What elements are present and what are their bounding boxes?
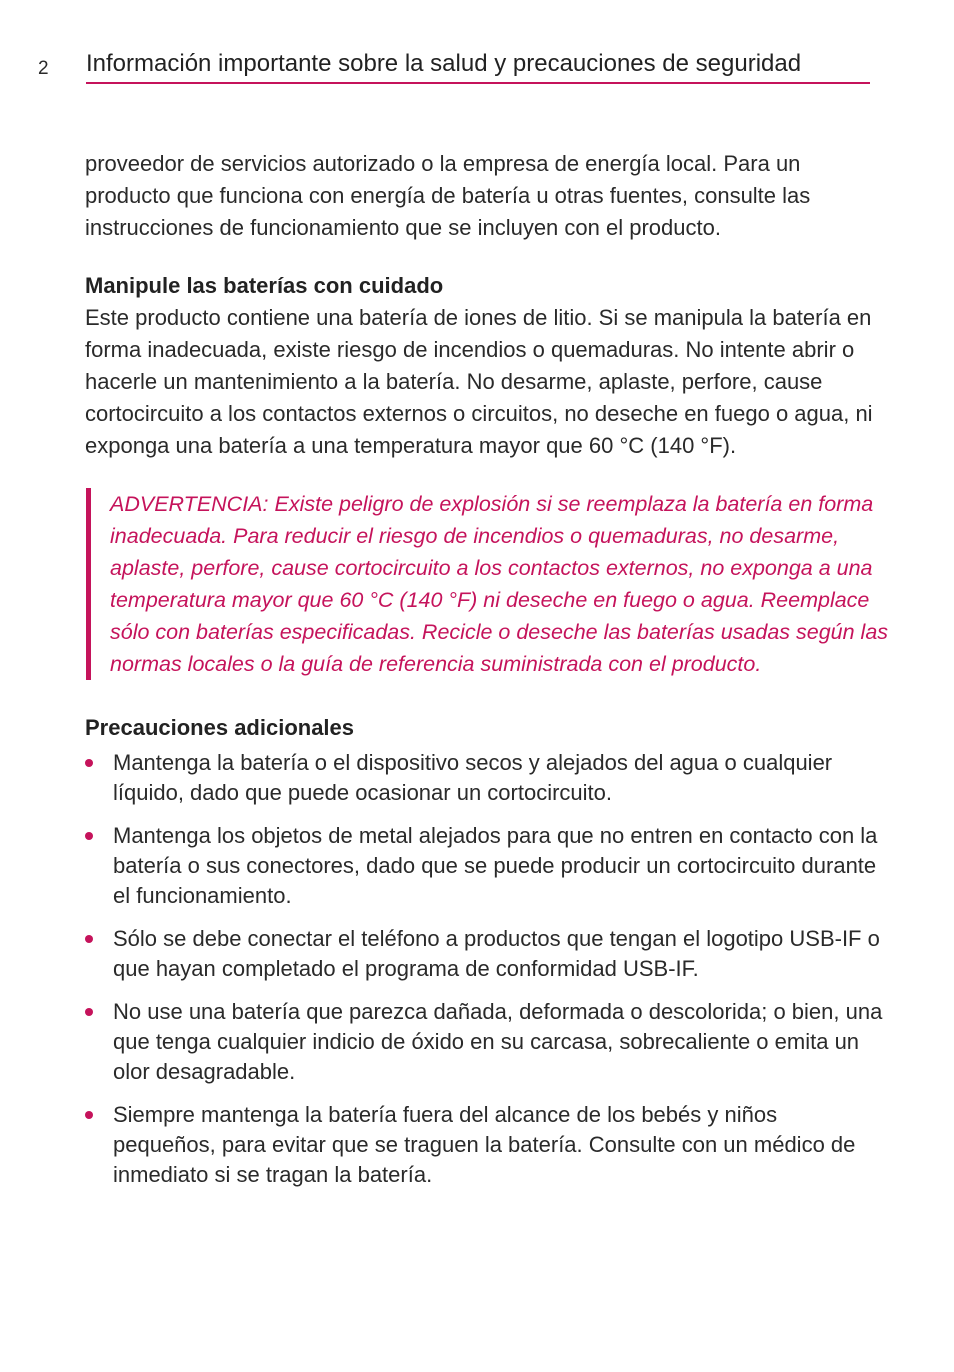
list-item — [85, 748, 885, 808]
additional-precautions-heading: Precauciones adicionales — [85, 715, 355, 740]
bullet-icon — [85, 1111, 93, 1119]
page-header-title: Información importante sobre la salud y precauciones de seguridad — [86, 48, 870, 84]
list-item — [85, 1100, 885, 1190]
list-item — [85, 924, 885, 984]
battery-section-body: Este producto contiene una batería de iones de litio. Si se manipula la batería en forma inadecuada, existe riesgo de incendios o quemaduras. No intente abrir o hacerle un mantenimiento a la batería. No desarme, aplaste, perfore, cause cortocircuito a los contactos externos o circuitos, no deseche en fuego o agua, ni exponga una batería a una temperatura mayor que 60 °C (140 °F). — [85, 305, 873, 458]
list-item-text: Mantenga los objetos de metal alejados para que no entren en contacto con la batería o sus conectores, dado que se puede producir un cortocircuito durante el funcionamiento. — [113, 823, 878, 908]
additional-precautions-list — [85, 748, 885, 1190]
battery-warning-callout: ADVERTENCIA: Existe peligro de explosión si se reemplaza la batería en forma inadecuada. Para reducir el riesgo de incendios o quemaduras, no desarme, aplaste, perfore, cause cortocircuito a los contactos externos, no exponga a una temperatura mayor que 60 °C (140 °F) ni deseche en fuego o agua. Reemplace sólo con baterías especificadas. Recicle o deseche las baterías usadas según las normas locales o la guía de referencia suministrada con el producto. — [86, 488, 890, 680]
bullet-icon — [85, 1008, 93, 1016]
bullet-icon — [85, 759, 93, 767]
list-item-text: Sólo se debe conectar el teléfono a productos que tengan el logotipo USB-IF o que hayan completado el programa de conformidad USB-IF. — [113, 926, 880, 981]
bullet-icon — [85, 832, 93, 840]
bullet-icon — [85, 935, 93, 943]
intro-paragraph: proveedor de servicios autorizado o la empresa de energía local. Para un producto que funciona con energía de batería u otras fuentes, consulte las instrucciones de funcionamiento que se incluyen con el producto. — [85, 151, 811, 240]
list-item-text: Mantenga la batería o el dispositivo secos y alejados del agua o cualquier líquido, dado que puede ocasionar un cortocircuito. — [113, 750, 833, 805]
page-content — [85, 148, 889, 1203]
list-item-text: No use una batería que parezca dañada, deformada o descolorida; o bien, una que tenga cualquier indicio de óxido en su carcasa, sobrecaliente o emita un olor desagradable. — [113, 999, 883, 1084]
list-item — [85, 997, 885, 1087]
page-number: 2 — [38, 58, 49, 79]
battery-section-heading: Manipule las baterías con cuidado — [85, 273, 444, 298]
list-item — [85, 821, 885, 911]
list-item-text: Siempre mantenga la batería fuera del alcance de los bebés y niños pequeños, para evitar que se traguen la batería. Consulte con un médico de inmediato si se tragan la batería. — [113, 1102, 856, 1187]
